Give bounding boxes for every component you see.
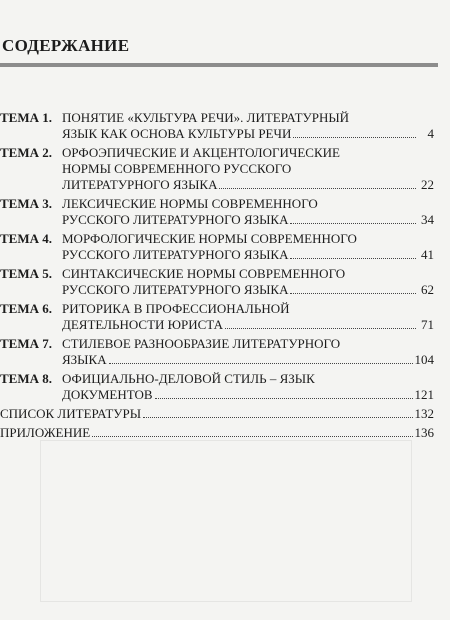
toc-entry-line	[0, 301, 434, 317]
toc-dot-leader	[109, 362, 413, 364]
toc-page-number: 62	[421, 282, 434, 297]
toc-entry-label: ТЕМА 2.	[0, 145, 52, 160]
toc-entry-label: ТЕМА 3.	[0, 196, 52, 211]
toc-entry-label: ТЕМА 1.	[0, 110, 52, 125]
toc-dot-leader	[290, 257, 416, 259]
toc-heading: СОДЕРЖАНИЕ	[2, 36, 130, 55]
toc-entry-title: РИТОРИКА В ПРОФЕССИОНАЛЬНОЙ	[62, 301, 290, 316]
toc-entry-line	[0, 387, 434, 403]
toc-entry-line	[0, 212, 434, 228]
toc-page-number: 41	[421, 247, 434, 262]
toc-list	[0, 110, 434, 444]
toc-entry-title: ЯЗЫКА	[62, 352, 107, 367]
toc-entry[interactable]	[0, 231, 434, 263]
toc-entry-line	[0, 282, 434, 298]
toc-dot-leader	[225, 327, 416, 329]
toc-entry-title: СТИЛЕВОЕ РАЗНООБРАЗИЕ ЛИТЕРАТУРНОГО	[62, 336, 341, 351]
toc-entry-title: ДЕЯТЕЛЬНОСТИ ЮРИСТА	[62, 317, 223, 332]
toc-entry-label: ТЕМА 8.	[0, 371, 52, 386]
toc-entry-line	[0, 336, 434, 352]
toc-page-number: 132	[414, 406, 434, 421]
toc-entry-label: ТЕМА 6.	[0, 301, 52, 316]
toc-dot-leader	[143, 416, 412, 418]
toc-page-number: 121	[414, 387, 434, 402]
toc-entry-line	[0, 145, 434, 161]
toc-entry-line	[0, 110, 434, 126]
heading-rule	[0, 63, 438, 67]
toc-entry-title: СИНТАКСИЧЕСКИЕ НОРМЫ СОВРЕМЕННОГО	[62, 266, 346, 281]
toc-entry-line	[0, 231, 434, 247]
toc-page-number: 104	[414, 352, 434, 367]
toc-entry-title: ЯЗЫК КАК ОСНОВА КУЛЬТУРЫ РЕЧИ	[62, 126, 292, 141]
toc-page-number: 136	[414, 425, 434, 440]
toc-entry[interactable]	[0, 301, 434, 333]
bleed-through-shadow	[40, 440, 412, 602]
toc-entry-title: РУССКОГО ЛИТЕРАТУРНОГО ЯЗЫКА	[62, 212, 289, 227]
toc-entry-title: ОРФОЭПИЧЕСКИЕ И АКЦЕНТОЛОГИЧЕСКИЕ	[62, 145, 340, 160]
toc-page-number: 22	[421, 177, 434, 192]
toc-entry-line	[0, 161, 434, 177]
toc-entry-title: НОРМЫ СОВРЕМЕННОГО РУССКОГО	[62, 161, 292, 176]
toc-entry[interactable]	[0, 110, 434, 142]
toc-page-number: 4	[427, 126, 434, 141]
toc-entry-line	[0, 371, 434, 387]
toc-dot-leader	[155, 397, 413, 399]
toc-entry-title: ДОКУМЕНТОВ	[62, 387, 153, 402]
toc-dot-leader	[290, 222, 416, 224]
toc-entry-title: СПИСОК ЛИТЕРАТУРЫ	[0, 406, 142, 421]
toc-entry[interactable]	[0, 266, 434, 298]
toc-entry-title: ЛЕКСИЧЕСКИЕ НОРМЫ СОВРЕМЕННОГО	[62, 196, 318, 211]
toc-dot-leader	[290, 292, 416, 294]
toc-entry-label: ТЕМА 5.	[0, 266, 52, 281]
toc-entry-title: ПОНЯТИЕ «КУЛЬТУРА РЕЧИ». ЛИТЕРАТУРНЫЙ	[62, 110, 350, 125]
toc-entry-line	[0, 177, 434, 193]
toc-entry-title: ОФИЦИАЛЬНО-ДЕЛОВОЙ СТИЛЬ – ЯЗЫК	[62, 371, 315, 386]
toc-page-number: 34	[421, 212, 434, 227]
toc-entry[interactable]	[0, 336, 434, 368]
toc-entry-label: ТЕМА 4.	[0, 231, 52, 246]
toc-dot-leader	[219, 187, 416, 189]
toc-entry-line	[0, 406, 434, 422]
toc-entry-line	[0, 425, 434, 441]
toc-page-number: 71	[421, 317, 434, 332]
toc-entry[interactable]	[0, 371, 434, 403]
toc-entry-label: ТЕМА 7.	[0, 336, 52, 351]
toc-entry-line	[0, 196, 434, 212]
toc-entry[interactable]	[0, 145, 434, 193]
toc-entry[interactable]	[0, 425, 434, 441]
toc-entry-line	[0, 352, 434, 368]
toc-entry-line	[0, 317, 434, 333]
toc-entry-title: ЛИТЕРАТУРНОГО ЯЗЫКА	[62, 177, 218, 192]
toc-entry-line	[0, 247, 434, 263]
toc-entry[interactable]	[0, 406, 434, 422]
toc-entry-line	[0, 126, 434, 142]
toc-dot-leader	[92, 435, 412, 437]
toc-entry-title: РУССКОГО ЛИТЕРАТУРНОГО ЯЗЫКА	[62, 282, 289, 297]
toc-entry[interactable]	[0, 196, 434, 228]
toc-entry-title: МОРФОЛОГИЧЕСКИЕ НОРМЫ СОВРЕМЕННОГО	[62, 231, 357, 246]
toc-dot-leader	[293, 136, 416, 138]
toc-entry-title: ПРИЛОЖЕНИЕ	[0, 425, 91, 440]
toc-entry-line	[0, 266, 434, 282]
toc-entry-title: РУССКОГО ЛИТЕРАТУРНОГО ЯЗЫКА	[62, 247, 289, 262]
